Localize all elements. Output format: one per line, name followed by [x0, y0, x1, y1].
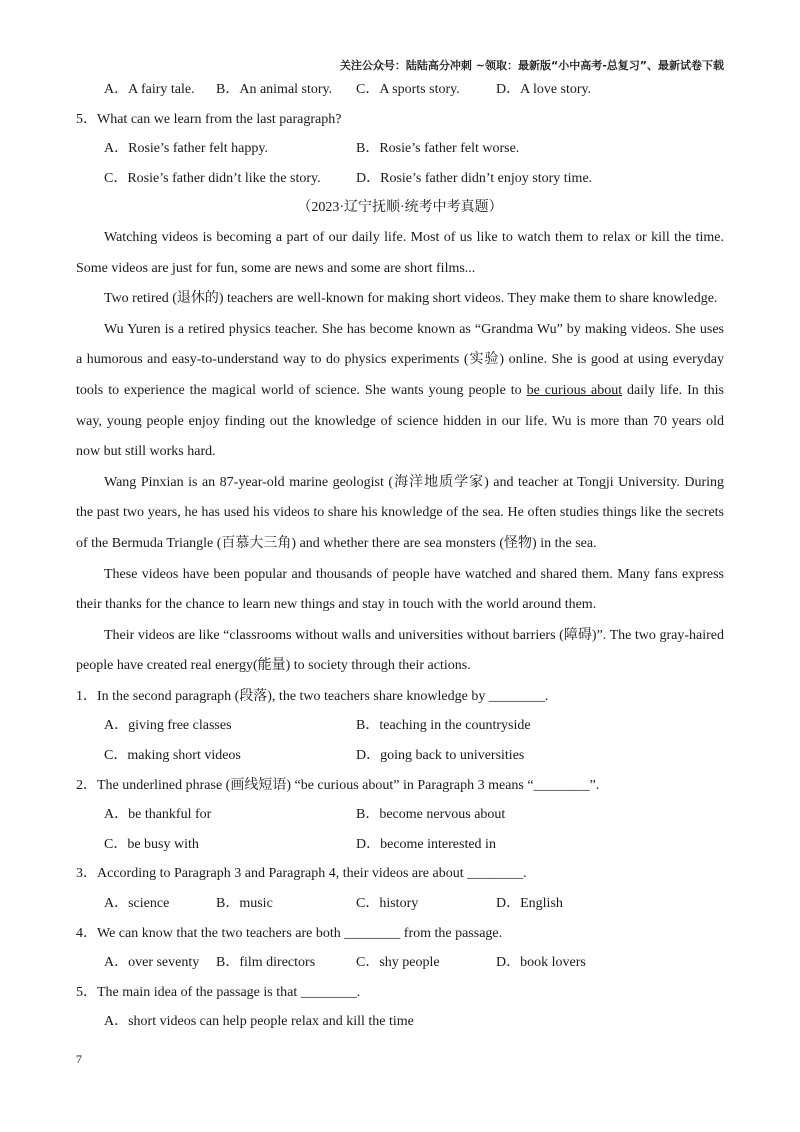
option-d: D．become interested in — [356, 836, 496, 852]
paragraph-text: Wu Yuren is a retired physics teacher. She has become known as “Grandma Wu” by making videos. She uses a humorous and easy-to-understand way to do physics experiments (实验) online. She is good at using everyday tools to experience the magical world of science. She wants young people to — [76, 321, 724, 398]
options-row — [76, 741, 724, 771]
option-b: B．An animal story. — [216, 82, 333, 97]
question-stem: 4．We can know that the two teachers are both ________ from the passage. — [76, 925, 503, 941]
options-row — [76, 134, 724, 164]
options-row — [76, 889, 724, 919]
option-d: D．English — [496, 896, 563, 912]
option-b: B．teaching in the countryside — [356, 718, 531, 734]
question-stem: 2．The underlined phrase (画线短语) “be curious about” in Paragraph 3 means “________”. — [76, 777, 600, 793]
options-row — [76, 800, 724, 830]
question-stem: 5．The main idea of the passage is that ________. — [76, 984, 361, 1000]
option-a: A．giving free classes — [104, 718, 232, 734]
passage-paragraph-1: Watching videos is becoming a part of our daily life. Most of us like to watch them to relax or kill the time. Some videos are just for fun, some are news and some are short films... — [76, 229, 724, 276]
option-b: B．music — [216, 896, 273, 912]
underlined-phrase: be curious about — [526, 382, 623, 398]
option-b: B．film directors — [216, 955, 316, 971]
options-row — [76, 711, 724, 741]
option-b: B．become nervous about — [356, 807, 506, 823]
option-c: C．making short videos — [104, 748, 241, 764]
passage-paragraph-4: Wang Pinxian is an 87-year-old marine geologist (海洋地质学家) and teacher at Tongji University. During the past two years, he has used his videos to share his knowledge of the sea. He often studies things like the secrets of the Bermuda Triangle (百慕大三角) and whether there are sea monsters (怪物) in the sea. — [76, 474, 724, 551]
question-stem: 1．In the second paragraph (段落), the two teachers share knowledge by ________. — [76, 688, 549, 704]
option-a: A．A fairy tale. — [104, 82, 195, 97]
option-d: D．book lovers — [496, 955, 586, 971]
option-a: A．be thankful for — [104, 807, 212, 823]
page-header: 关注公众号：陆陆高分冲刺 ~领取：最新版“小中高考-总复习”、最新试卷下载 — [339, 59, 724, 72]
options-row-prev-q4 — [76, 75, 724, 105]
page-number: 7 — [76, 1052, 82, 1066]
options-row — [76, 948, 724, 978]
option-b: B．Rosie’s father felt worse. — [356, 141, 520, 157]
option-a: A．over seventy — [104, 955, 200, 971]
passage-paragraph-2: Two retired (退休的) teachers are well-known for making short videos. They make them to share knowledge. — [104, 291, 718, 307]
passage-paragraph-6: Their videos are like “classrooms without walls and universities without barriers (障碍)”. The two gray-haired people have created real energy(能量) to society through their actions. — [76, 627, 724, 674]
document-body — [76, 75, 724, 1037]
option-c: C．A sports story. — [356, 82, 460, 97]
question-stem: 5．What can we learn from the last paragraph? — [76, 111, 342, 127]
option-a: A．short videos can help people relax and kill the time — [104, 1014, 414, 1030]
option-a: A．Rosie’s father felt happy. — [104, 141, 268, 157]
passage-paragraph-3 — [76, 315, 724, 468]
option-d: D．A love story. — [496, 82, 592, 97]
option-c: C．shy people — [356, 955, 440, 971]
question-stem: 3．According to Paragraph 3 and Paragraph 4, their videos are about ________. — [76, 866, 527, 882]
passage-paragraph-5: These videos have been popular and thousands of people have watched and shared them. Many fans express their thanks for the chance to learn new things and stay in touch with the world around them. — [76, 566, 724, 613]
options-row — [76, 830, 724, 860]
option-c: C．Rosie’s father didn’t like the story. — [104, 170, 321, 186]
option-d: D．going back to universities — [356, 748, 525, 764]
option-d: D．Rosie’s father didn’t enjoy story time. — [356, 170, 593, 186]
options-row — [76, 164, 724, 194]
option-a: A．science — [104, 896, 170, 912]
option-c: C．be busy with — [104, 836, 199, 852]
source-label: （2023·辽宁抚顺·统考中考真题） — [297, 200, 503, 216]
option-c: C．history — [356, 896, 419, 912]
paragraph-text: daily life. In this way, young people enjoy finding out the knowledge of science hidden in our life. Wu is more than 70 years old now but still works hard. — [76, 382, 725, 460]
options-row — [76, 1007, 724, 1037]
